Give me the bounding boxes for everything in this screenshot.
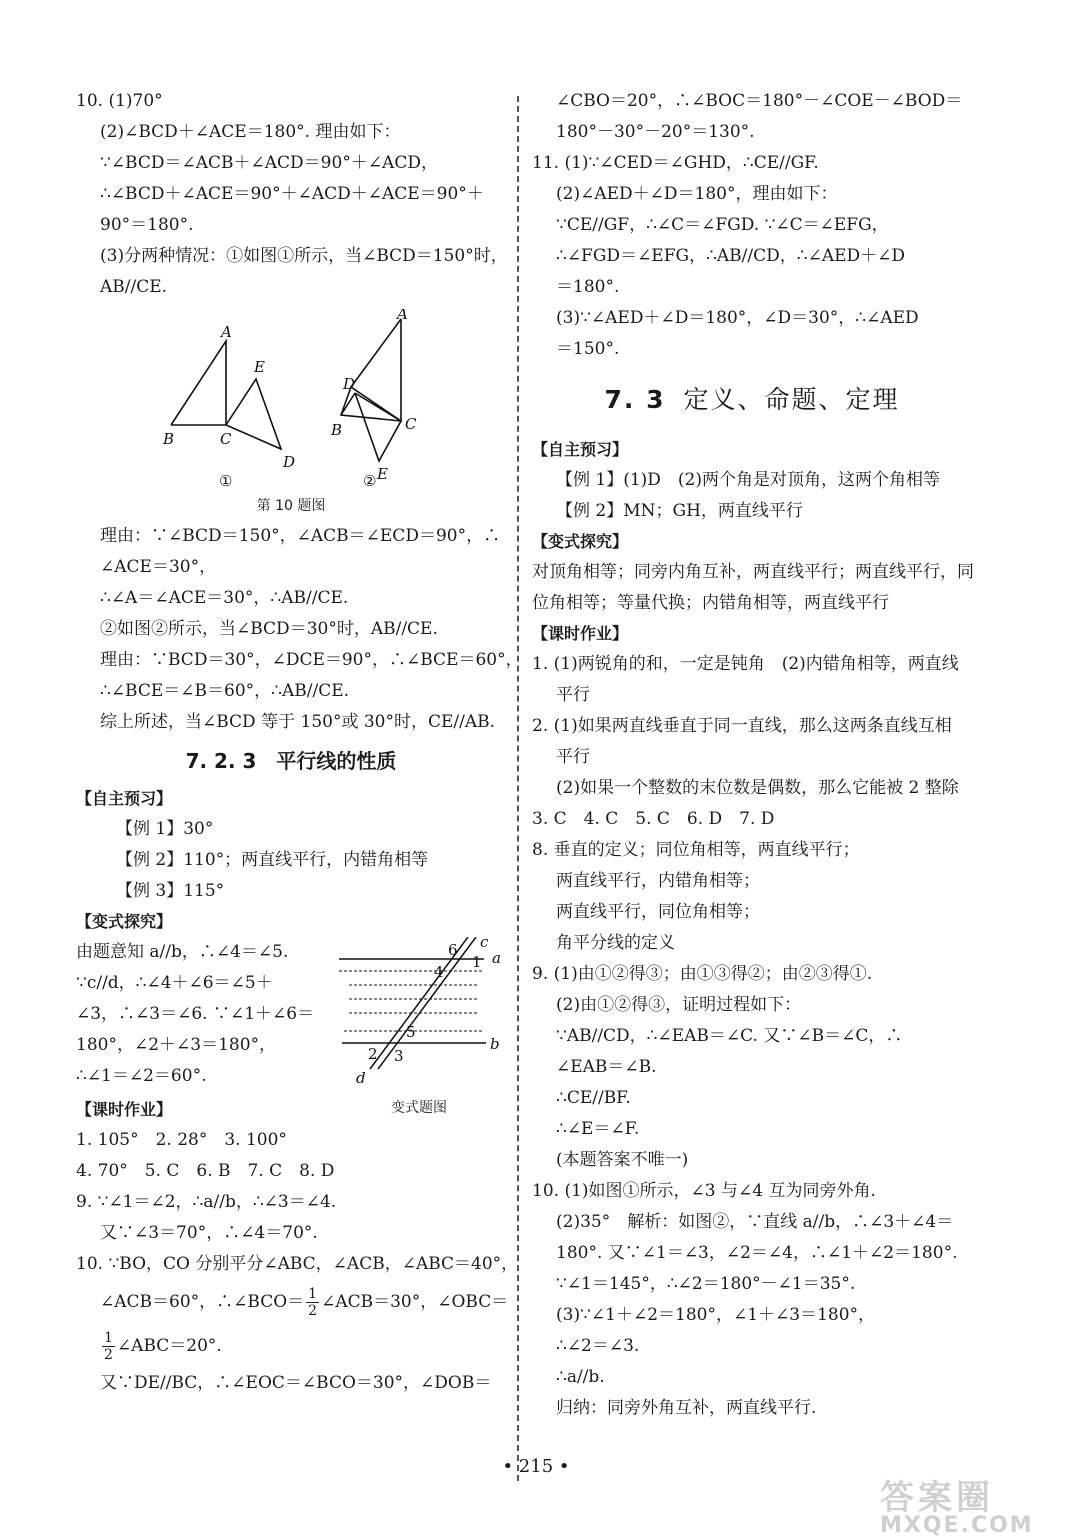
example-1: 【例 1】(1)D (2)两个角是对顶角，这两个角相等 <box>556 470 941 490</box>
svg-text:1: 1 <box>472 953 482 971</box>
section-title-7-2-3: 7. 2. 3 平行线的性质 <box>185 749 397 773</box>
tag-bianshi-tanjiu: 【变式探究】 <box>76 912 173 931</box>
svg-text:B: B <box>331 421 343 439</box>
svg-text:b: b <box>490 1035 500 1053</box>
variant-line: 180°，∠2＋∠3＝180°， <box>76 1035 277 1055</box>
homework-line: 1. 105° 2. 28° 3. 100° <box>76 1130 287 1150</box>
tag-keshi-zuoye: 【课时作业】 <box>532 624 629 643</box>
homework-line: 9. (1)由①②得③；由①③得②；由②③得①. <box>532 964 873 984</box>
variant-figure-caption: 变式题图 <box>391 1100 447 1116</box>
q10-reason: ②如图②所示，当∠BCD＝30°时，AB//CE. <box>100 619 438 639</box>
variant-figure-diagram <box>334 937 504 1095</box>
q10-line: AB//CE. <box>100 277 168 297</box>
homework-line: ∵AB//CD，∴∠EAB＝∠C. 又∵∠B＝∠C，∴ <box>556 1026 903 1046</box>
watermark-line-1: 答案圈 <box>880 1478 994 1518</box>
variant-figure <box>334 937 504 1117</box>
q10-reason: ∴∠BCE＝∠B＝60°，∴AB//CE. <box>100 681 350 701</box>
q11-line: ＝180°. <box>556 277 620 297</box>
section-title-7-3 <box>532 365 972 435</box>
svg-text:a: a <box>492 949 501 967</box>
variant-line: ∠3，∴∠3＝∠6. ∵∠1＋∠6＝ <box>76 1004 315 1024</box>
homework-line: ∠EAB＝∠B. <box>556 1057 657 1077</box>
homework-line: 1. (1)两锐角的和，一定是钝角 (2)内错角相等，两直线 <box>532 654 959 674</box>
homework-line: (3)∵∠1＋∠2＝180°，∠1＋∠3＝180°， <box>556 1305 876 1325</box>
variant-text <box>76 937 334 1117</box>
figure-10-diagram-2 <box>321 309 441 489</box>
watermark-line-2: MXQE.COM <box>880 1513 1034 1538</box>
q11-line: ＝150°. <box>556 339 620 359</box>
homework-line: (2)由①②得③，证明过程如下： <box>556 995 802 1015</box>
homework-line: ∴a//b. <box>556 1367 605 1387</box>
q10-reason: 理由：∵BCD＝30°，∠DCE＝90°，∴∠BCE＝60°， <box>100 650 523 670</box>
tag-zizhu-yuxi: 【自主预习】 <box>76 789 173 808</box>
homework-line: 180°. 又∵∠1＝∠3，∠2＝∠4，∴∠1＋∠2＝180°. <box>556 1243 958 1263</box>
example-2: 【例 2】110°；两直线平行，内错角相等 <box>116 850 429 870</box>
svg-text:A: A <box>221 323 232 341</box>
svg-text:6: 6 <box>448 941 458 959</box>
homework-line: (2)如果一个整数的末位数是偶数，那么它能被 2 整除 <box>556 778 959 798</box>
q11-line: 11. (1)∵∠CED＝∠GHD，∴CE//GF. <box>532 153 819 173</box>
continued-line: ∠CBO＝20°，∴∠BOC＝180°－∠COE－∠BOD＝ <box>556 91 963 111</box>
q11-line: ∵CE//GF，∴∠C＝∠FGD. ∵∠C＝∠EFG， <box>556 215 889 235</box>
tag-zizhu-yuxi: 【自主预习】 <box>532 440 629 459</box>
homework-line: 平行 <box>556 747 590 767</box>
homework-10-line-d: 又∵DE//BC，∴∠EOC＝∠BCO＝30°，∠DOB＝ <box>100 1373 492 1393</box>
homework-line: 10. ∵BO，CO 分别平分∠ABC，∠ACB，∠ABC＝40°， <box>76 1254 519 1274</box>
svg-text:2: 2 <box>368 1045 378 1063</box>
homework-line: 2. (1)如果两直线垂直于同一直线，那么这两条直线互相 <box>532 716 952 736</box>
homework-line: 归纳：同旁外角互补，两直线平行. <box>556 1398 817 1418</box>
homework-line: ∴CE//BF. <box>556 1088 631 1108</box>
homework-line: 8. 垂直的定义；同位角相等，两直线平行； <box>532 840 860 860</box>
svg-text:①: ① <box>219 472 233 489</box>
svg-text:4: 4 <box>434 963 444 981</box>
svg-text:E: E <box>377 465 388 483</box>
variant-line: 对顶角相等；同旁内角互补，两直线平行；两直线平行，同 <box>532 562 974 582</box>
q11-line: (2)∠AED＋∠D＝180°，理由如下： <box>556 184 838 204</box>
figure-10-part-2 <box>321 309 441 493</box>
homework-line: 角平分线的定义 <box>556 933 675 953</box>
homework-10-line-b: ∠ACB＝60°，∴∠BCO＝ $\frac{1}{2}$ ∠ACB＝30°，∠OBC＝ <box>100 1286 509 1319</box>
q10-reason: ∠ACE＝30°， <box>100 557 217 577</box>
column-divider <box>517 96 519 1481</box>
q10-line: 10. (1)70° <box>76 91 163 111</box>
tag-keshi-zuoye: 【课时作业】 <box>76 1100 173 1119</box>
homework-line: ∴∠2＝∠3. <box>556 1336 640 1356</box>
fraction-one-half: $\frac{1}{2}$ <box>104 1330 113 1363</box>
q10-line: 90°＝180°. <box>100 215 194 235</box>
svg-text:②: ② <box>363 472 377 489</box>
watermark-logo <box>880 1470 1060 1538</box>
example-1: 【例 1】30° <box>116 819 214 839</box>
variant-line: 由题意知 a//b，∴∠4＝∠5. <box>76 942 289 962</box>
variant-line: ∵c//d，∴∠4＋∠6＝∠5＋ <box>76 973 273 993</box>
q11-line: (3)∵∠AED＋∠D＝180°，∠D＝30°，∴∠AED <box>556 308 919 328</box>
q10-line: (2)∠BCD＋∠ACE＝180°. 理由如下： <box>100 122 401 142</box>
example-2: 【例 2】MN；GH，两直线平行 <box>556 501 803 521</box>
continued-line: 180°－30°－20°＝130°. <box>556 122 755 142</box>
variant-line: ∴∠1＝∠2＝60°. <box>76 1066 207 1086</box>
svg-text:d: d <box>356 1069 366 1087</box>
homework-line: 平行 <box>556 685 590 705</box>
section-name: 定义、命题、定理 <box>683 385 900 414</box>
homework-line: 9. ∵∠1＝∠2，∴a//b，∴∠3＝∠4. <box>76 1192 337 1212</box>
svg-text:3: 3 <box>394 1047 404 1065</box>
tag-bianshi-tanjiu: 【变式探究】 <box>532 532 629 551</box>
svg-text:D: D <box>283 453 296 471</box>
homework-line: 两直线平行，内错角相等； <box>556 871 760 891</box>
figure-10-diagram-1 <box>141 309 301 489</box>
homework-line: (2)35° 解析：如图②，∵直线 a//b，∴∠3＋∠4＝ <box>556 1212 954 1232</box>
variant-block <box>76 937 506 1117</box>
q10-line: ∵∠BCD＝∠ACB＋∠ACD＝90°＋∠ACD， <box>100 153 438 173</box>
q11-line: ∴∠FGD＝∠EFG，∴AB//CD，∴∠AED＋∠D <box>556 246 906 266</box>
variant-line: 位角相等；等量代换；内错角相等，两直线平行 <box>532 593 889 613</box>
svg-text:E: E <box>254 358 265 376</box>
homework-line: ∴∠E＝∠F. <box>556 1119 640 1139</box>
homework-line: ∵∠1＝145°，∴∠2＝180°－∠1＝35°. <box>556 1274 856 1294</box>
example-3: 【例 3】115° <box>116 881 225 901</box>
figure-10-caption: 第 10 题图 <box>256 498 326 514</box>
right-column <box>532 86 972 1424</box>
q10-reason: ∴∠A＝∠ACE＝30°，∴AB//CE. <box>100 588 349 608</box>
q10-line: ∴∠BCD＋∠ACE＝90°＋∠ACD＋∠ACE＝90°＋ <box>100 184 484 204</box>
svg-text:C: C <box>220 430 232 448</box>
homework-line: 3. C 4. C 5. C 6. D 7. D <box>532 809 775 829</box>
page-number: • 215 • <box>502 1456 570 1477</box>
homework-10-line-c: $\frac{1}{2}$ ∠ABC＝20°. <box>104 1330 222 1363</box>
q10-reason: 综上所述，当∠BCD 等于 150°或 30°时，CE//AB. <box>100 712 496 732</box>
homework-line: 两直线平行，同位角相等； <box>556 902 760 922</box>
section-number: 7. 3 <box>604 385 666 414</box>
homework-line: 10. (1)如图①所示，∠3 与∠4 互为同旁外角. <box>532 1181 876 1201</box>
figure-10 <box>76 309 506 493</box>
svg-text:B: B <box>163 430 175 448</box>
svg-text:c: c <box>480 937 489 951</box>
fraction-one-half: $\frac{1}{2}$ <box>308 1286 318 1319</box>
homework-line: 又∵∠3＝70°，∴∠4＝70°. <box>100 1223 318 1243</box>
svg-text:D: D <box>343 375 356 393</box>
svg-text:C: C <box>405 415 417 433</box>
figure-10-part-1 <box>141 309 301 493</box>
q10-line: (3)分两种情况：①如图①所示，当∠BCD＝150°时， <box>100 246 508 266</box>
svg-text:5: 5 <box>406 1023 416 1041</box>
svg-text:A: A <box>397 309 408 323</box>
q10-reason: 理由：∵∠BCD＝150°，∠ACB＝∠ECD＝90°，∴ <box>100 526 501 546</box>
homework-line: (本题答案不唯一) <box>556 1150 689 1170</box>
left-column <box>76 86 523 1399</box>
homework-line: 4. 70° 5. C 6. B 7. C 8. D <box>76 1161 335 1181</box>
